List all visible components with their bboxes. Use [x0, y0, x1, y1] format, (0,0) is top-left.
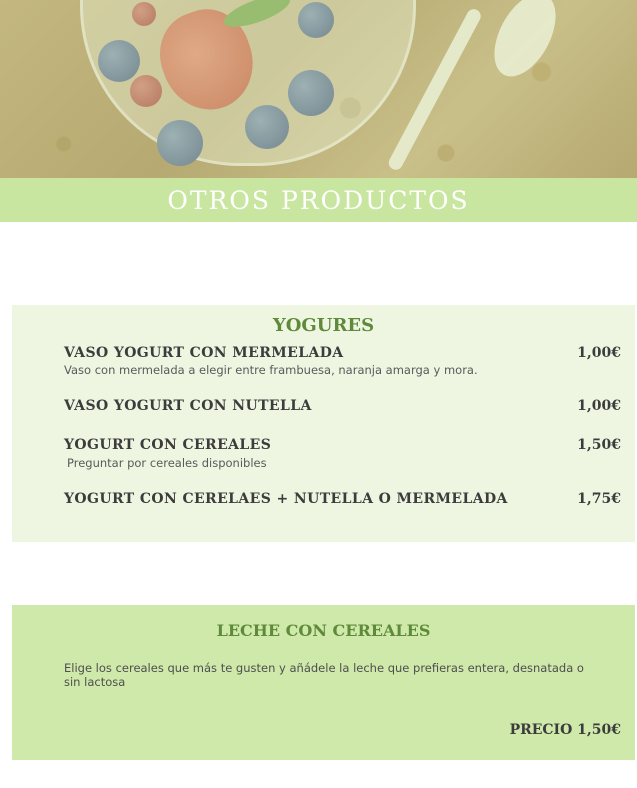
hero-image	[0, 0, 637, 180]
leche-heading: LECHE CON CEREALES	[216, 621, 431, 640]
item-description: Preguntar por cereales disponibles	[67, 456, 267, 470]
item-name: VASO YOGURT CON NUTELLA	[64, 398, 312, 414]
item-price: 1,50€	[577, 437, 621, 453]
page-title: OTROS PRODUCTOS	[167, 185, 470, 215]
item-name: YOGURT CON CERELAES + NUTELLA O MERMELADA	[64, 491, 508, 507]
yogures-heading: YOGURES	[272, 315, 375, 336]
item-price: 1,00€	[577, 345, 621, 361]
item-name: YOGURT CON CEREALES	[64, 437, 272, 453]
title-banner	[0, 178, 637, 222]
leche-section	[12, 605, 635, 760]
yogures-section	[12, 305, 635, 542]
item-price: 1,00€	[577, 398, 621, 414]
leche-price: PRECIO 1,50€	[509, 722, 621, 738]
hero-overlay	[0, 0, 637, 180]
item-description: Vaso con mermelada a elegir entre frambuesa, naranja amarga y mora.	[64, 363, 478, 377]
item-name: VASO YOGURT CON MERMELADA	[64, 345, 344, 361]
leche-description: Elige los cereales que más te gusten y añádele la leche que prefieras entera, desnatada o sin lactosa	[64, 661, 584, 689]
item-price: 1,75€	[577, 491, 621, 507]
